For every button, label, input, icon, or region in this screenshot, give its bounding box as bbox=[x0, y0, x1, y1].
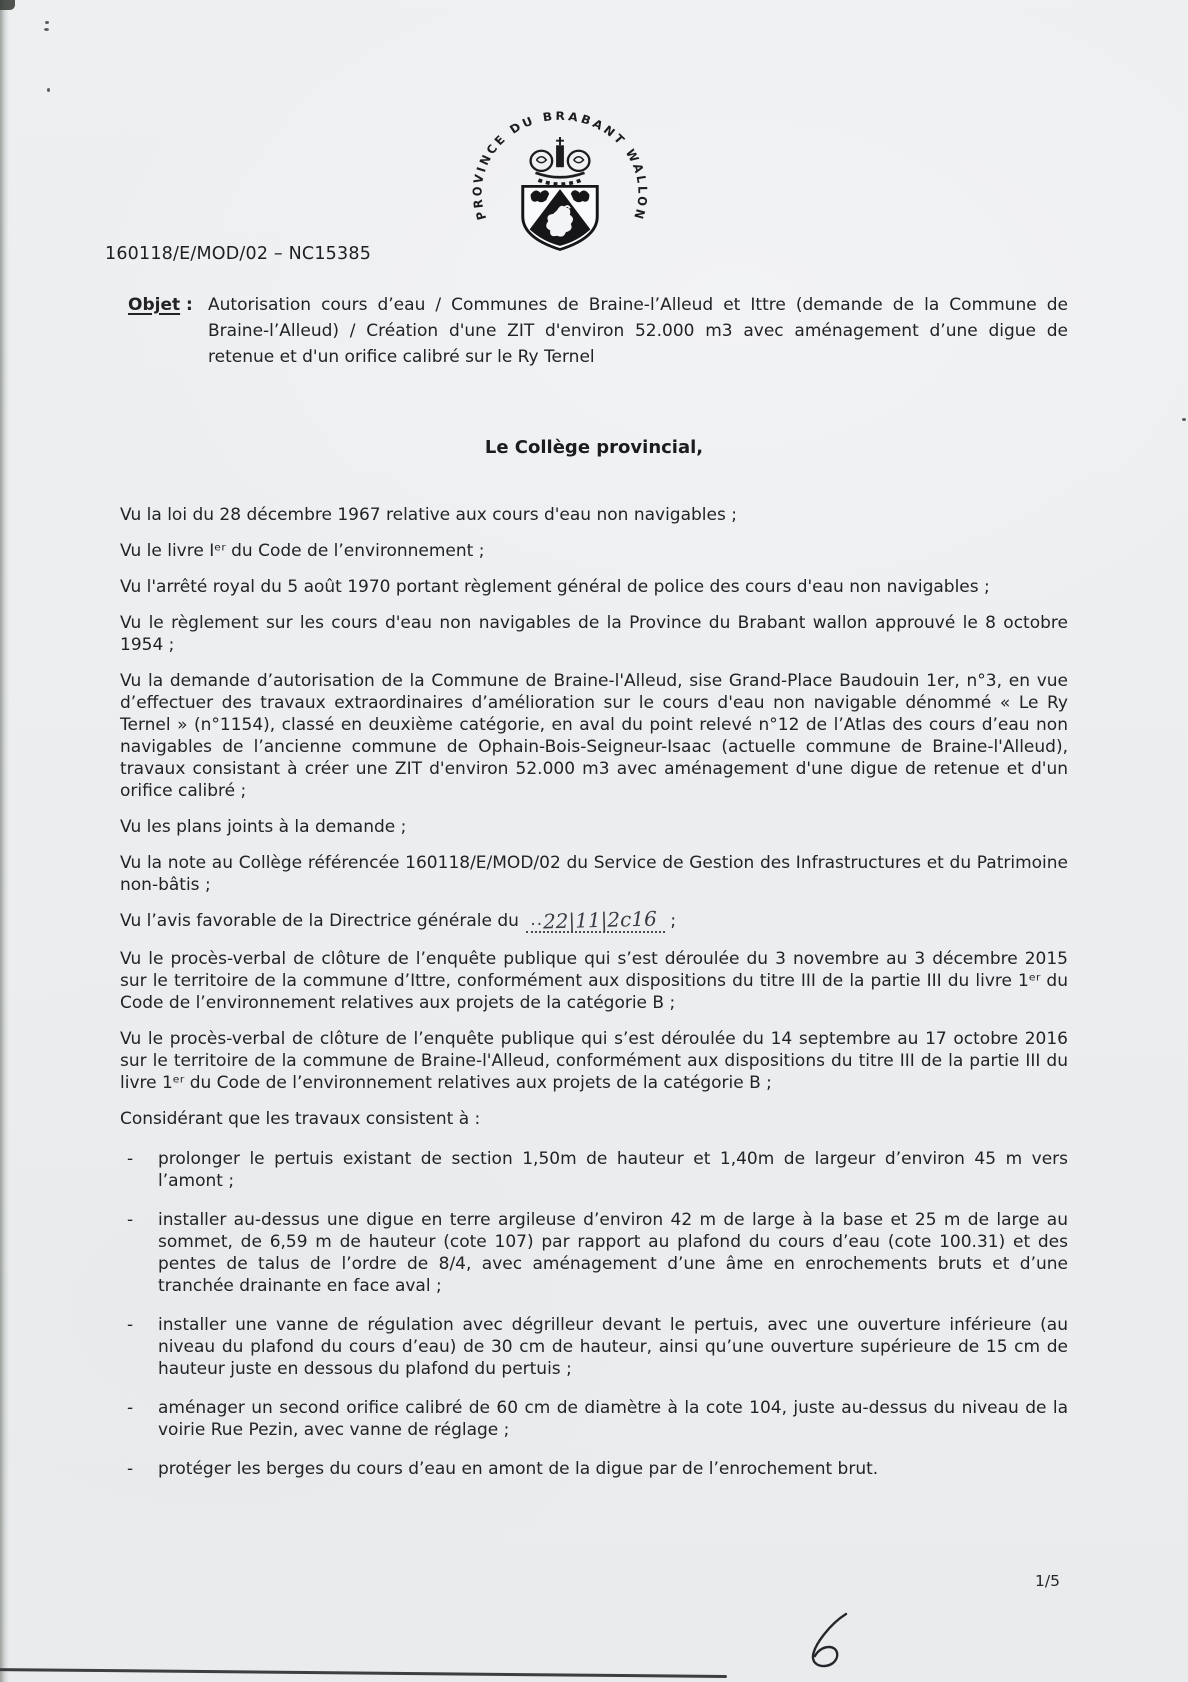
handwritten-date: 22|11|2c16 bbox=[542, 906, 658, 934]
recital-paragraph: Vu la loi du 28 décembre 1967 relative aux cours d'eau non navigables ; bbox=[120, 505, 737, 525]
list-item-text: protéger les berges du cours d’eau en amont de la digue par de l’enrochement brut. bbox=[158, 1459, 879, 1479]
recital-paragraph: Vu le livre Iᵉʳ du Code de l’environnement ; bbox=[120, 541, 485, 561]
scan-speck bbox=[47, 88, 50, 92]
recital-paragraph: Vu le règlement sur les cours d'eau non navigables de la Province du Brabant wallon approuvé le 8 octobre 1954 ; bbox=[120, 613, 1068, 655]
subject-text: Autorisation cours d’eau / Communes de Braine-l’Alleud et Ittre (demande de la Commune de Braine-l’Alleud) / Création d'une ZIT d'environ 52.000 m3 avec aménagement d’une digue de retenue et d'un orifice calibré sur le Ry Ternel bbox=[208, 295, 1068, 367]
list-item bbox=[120, 1148, 1068, 1192]
document-title: Le Collège provincial, bbox=[484, 437, 704, 458]
dotted-fill-in-line bbox=[526, 906, 665, 934]
scan-speck bbox=[1182, 418, 1186, 421]
dash-bullet: - bbox=[127, 1459, 134, 1479]
list-item bbox=[120, 1314, 1068, 1380]
scan-speck bbox=[44, 28, 49, 31]
scan-bottom-edge-line bbox=[0, 1668, 727, 1678]
seal-arc-text: PROVINCE DU BRABANT WALLON bbox=[470, 109, 650, 224]
scan-corner-artifact bbox=[0, 0, 15, 10]
dash-bullet: - bbox=[127, 1210, 134, 1230]
avis-prefix: Vu l’avis favorable de la Directrice générale du bbox=[120, 911, 519, 931]
recital-paragraph-with-handwritten-date bbox=[120, 906, 1068, 934]
avis-suffix: ; bbox=[670, 911, 677, 931]
dash-bullet: - bbox=[127, 1398, 134, 1418]
crown-icon bbox=[531, 137, 590, 184]
handwritten-six bbox=[806, 1610, 854, 1672]
subject-label: Objet : bbox=[128, 295, 193, 315]
recital-paragraph: Vu l'arrêté royal du 5 août 1970 portant règlement général de police des cours d'eau non navigables ; bbox=[120, 577, 990, 597]
list-item-text: installer une vanne de régulation avec dégrilleur devant le pertuis, avec une ouverture inférieure (au niveau du plafond du cours d’eau) de 30 cm de hauteur, ainsi qu’une ouverture supérieure de 15 cm de hauteur juste en dessous du plafond du pertuis ; bbox=[158, 1315, 1068, 1379]
dash-bullet: - bbox=[127, 1315, 134, 1335]
dash-bullet: - bbox=[127, 1149, 134, 1169]
province-brabant-wallon-seal bbox=[462, 95, 658, 255]
leader-dots: .. bbox=[530, 910, 544, 930]
scan-speck bbox=[45, 21, 49, 24]
list-item bbox=[120, 1209, 1068, 1297]
scan-left-edge-shadow bbox=[0, 0, 9, 1682]
recital-paragraph: Vu la demande d’autorisation de la Commune de Braine-l'Alleud, sise Grand-Place Baudouin 1er, n°3, en vue d’effectuer des travaux extraordinaires d’amélioration sur le cours d'eau non navigable dénommé « Le Ry Ternel » (n°1154), classé en deuxième catégorie, en aval du point relevé n°12 de l’Atlas des cours d’eau non navigables de l’ancienne commune de Ophain-Bois-Seigneur-Isaac (actuelle commune de Braine-l'Alleud), travaux consistant à créer une ZIT d'environ 52.000 m3 avec aménagement d'une digue de retenue et d'un orifice calibré ; bbox=[120, 671, 1068, 801]
list-item-text: prolonger le pertuis existant de section 1,50m de hauteur et 1,40m de largeur d’environ 45 m vers l’amont ; bbox=[158, 1149, 1068, 1191]
recital-paragraph: Vu le procès-verbal de clôture de l’enquête publique qui s’est déroulée du 14 septembre au 17 octobre 2016 sur le territoire de la commune de Braine-l'Alleud, conformément aux dispositions du titre III de la partie III du livre 1ᵉʳ du Code de l’environnement relatives aux projets de la catégorie B ; bbox=[120, 1029, 1068, 1093]
document-body bbox=[120, 504, 1068, 1497]
works-list bbox=[120, 1148, 1068, 1480]
recital-paragraph: Vu le procès-verbal de clôture de l’enquête publique qui s’est déroulée du 3 novembre au 3 décembre 2015 sur le territoire de la commune d’Ittre, conformément aux dispositions du titre III de la partie III du livre 1ᵉʳ du Code de l’environnement relatives aux projets de la catégorie B ; bbox=[120, 949, 1068, 1013]
shield-icon bbox=[523, 186, 597, 249]
list-item bbox=[120, 1458, 1068, 1480]
document-reference: 160118/E/MOD/02 – NC15385 bbox=[105, 244, 372, 264]
considering-line: Considérant que les travaux consistent à : bbox=[120, 1109, 481, 1129]
list-item-text: aménager un second orifice calibré de 60 cm de diamètre à la cote 104, juste au-dessus du niveau de la voirie Rue Pezin, avec vanne de réglage ; bbox=[158, 1398, 1068, 1440]
list-item bbox=[120, 1397, 1068, 1441]
page-number: 1/5 bbox=[1035, 1572, 1060, 1590]
list-item-text: installer au-dessus une digue en terre argileuse d’environ 42 m de large à la base et 25 m de large au sommet, de 6,59 m de hauteur (cote 107) par rapport au plafond du cours d’eau (cote 100.31) et des pentes de talus de l’ordre de 8/4, avec aménagement d’une âme en enrochements bruts et d’une tranchée drainante en face aval ; bbox=[158, 1210, 1068, 1296]
subject-block bbox=[128, 292, 1068, 370]
recital-paragraph: Vu la note au Collège référencée 160118/E/MOD/02 du Service de Gestion des Infrastructures et du Patrimoine non-bâtis ; bbox=[120, 853, 1068, 895]
recital-paragraph: Vu les plans joints à la demande ; bbox=[120, 817, 407, 837]
